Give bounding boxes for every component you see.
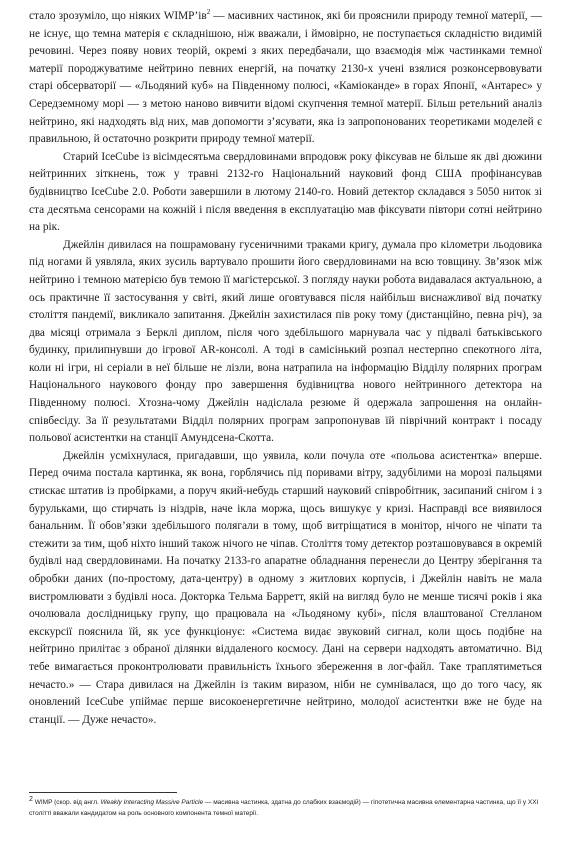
paragraph-3: Джейлін дивилася на пошрамовану гусеничними траками кригу, думала про кілометри льодовика під ногами й уявляла, яких зусиль вартувало прошити його свердловинами на всю товщину. Зв’язок між нейтрино і темною матерією був темою її магістерської. З погляду науки робота видавалася актуальною, а ось практичне її застосування у світі, який лише оговтувався після найбільш виснажливої від початку століття пандемії, викликало запитання. Джейлін захистилася пів року тому (дистанційно, певна річ), за два місяці отримала з Берклі диплом, після чого здебільшого марнувала час у підвалі батьківського будинку, прилипнувши до ігрової AR-консолі. А тоді в самісінький розпал нестерпно спекотного літа, коли ні ігри, ні серіали в неї більше не лізли, вона натрапила на інформацію Відділу полярних програм Національного наукового фонду про завершення будівництва нового нейтринного детектора на Південному полюсі. Хтозна-чому Джейлін надіслала резюме й одержала запрошення на онлайн-співбесіду. За її результатами Відділ полярних програм запропонував їй піврічний контракт і посаду польової асистентки на станції Амундсена-Скотта. bbox=[29, 238, 542, 445]
paragraph-1-text: стало зрозуміло, що ніяких WIMP’ів bbox=[29, 10, 207, 22]
footnote bbox=[29, 795, 542, 819]
footnote-reference[interactable]: 2 bbox=[206, 8, 211, 17]
footnote-number: 2 bbox=[29, 795, 33, 803]
page-body bbox=[29, 8, 542, 729]
paragraph-1-text-cont: — масивних частинок, які би прояснили природу темної матерії, — не існує, що темна матерія є складнішою, ніж вважали, і ймовірно, не поступається складністю видимій речовині. Через появу нових теорій, окремі з яких передбачали, що взаємодія між частинками темної матерії породжуватиме нейтрино певних енергій, на початку 2130-х учені взялися розконсервовувати старі обсерваторії — «Льодяний куб» на Південному полюсі, «Каміоканде» в горах Японії, «Антарес» у Середземному морі — з метою наново вивчити відомі скупчення темної матерії. Більш ретельний аналіз нейтрино, які надходять від них, мав допомогти з’ясувати, яка із запропонованих теоретиками моделей є правильною, й остаточно розкрити природу темної матерії. bbox=[29, 10, 542, 146]
paragraph-1 bbox=[29, 8, 542, 149]
footnote-definition: — масивна частинка, здатна до слабких взаємодій) — гіпотетична масивна елементарна частинка, що її у XXI столітті вважали кандидатом на роль основного компонента темної матерії. bbox=[29, 799, 539, 817]
footnote-prefix: WIMP (скор. від англ. bbox=[32, 799, 101, 806]
paragraph-2: Старий IceCube із вісімдесятьма свердловинами впродовж року фіксував не більше як дві дюжини нейтринних зіткнень, тож у травні 2132-го Національний науковий фонд США профінансував будівництво IceCube 2.0. Роботи завершили в лютому 2140-го. Новий детектор складався з 5050 ниток зі ста десятьма сенсорами на кожній і після введення в експлуатацію мав фіксувати півтори сотні нейтрино на рік. bbox=[29, 150, 542, 234]
footnote-divider bbox=[29, 792, 177, 793]
paragraph-4: Джейлін усміхнулася, пригадавши, що уявила, коли почула оте «польова асистентка» вперше. Перед очима постала картинка, як вона, горблячись під поривами вітру, задубілими на морозі пальцями стискає штатив із пробірками, а поруч який-небудь старший науковий співробітник, засипаний снігом і з бурульками, що стирчать із ніздрів, наче ікла моржа, щось вишукує у кризі. Насправді все виявилося банальним. Її обов’язки здебільшого полягали в тому, щоб витріщатися в монітор, нічого не чіпати та стежити за тим, щоб ніхто інший також нічого не чіпав. Століття тому детектор розташовувався в окремій будівлі над свердловинами. На початку 2133-го апаратне обладнання перенесли до Центру зберігання та обробки даних (по-простому, дата-центру) в одному з житлових корпусів, і Джейлін навіть не мала вистромлювати з будівлі носа. Докторка Тельма Барретт, якій на вигляд було не менше тисячі років і яка очолювала дослідницьку групу, що працювала на «Льодяному кубі», після влаштованої Стелланом екскурсії пояснила їй, як усе функціонує: «Система видає звуковий сигнал, коли щось подібне на нейтрино прилітає з обраної ділянки віддаленого космосу. Дані на сервери надходять автоматично. Від тебе вимагається проконтролювати правильність їхнього збереження в лог-файл. Таке траплятиметься нечасто.» — Стара дивилася на Джейлін із таким виразом, ніби не сумнівалася, що до того часу, як оновлений IceCube упіймає перше високоенергетичне нейтрино, молодої асистентки вже не буде на станції. — Дуже нечасто». bbox=[29, 449, 542, 726]
footnote-term: Weakly Interacting Massive Particle bbox=[100, 799, 204, 806]
